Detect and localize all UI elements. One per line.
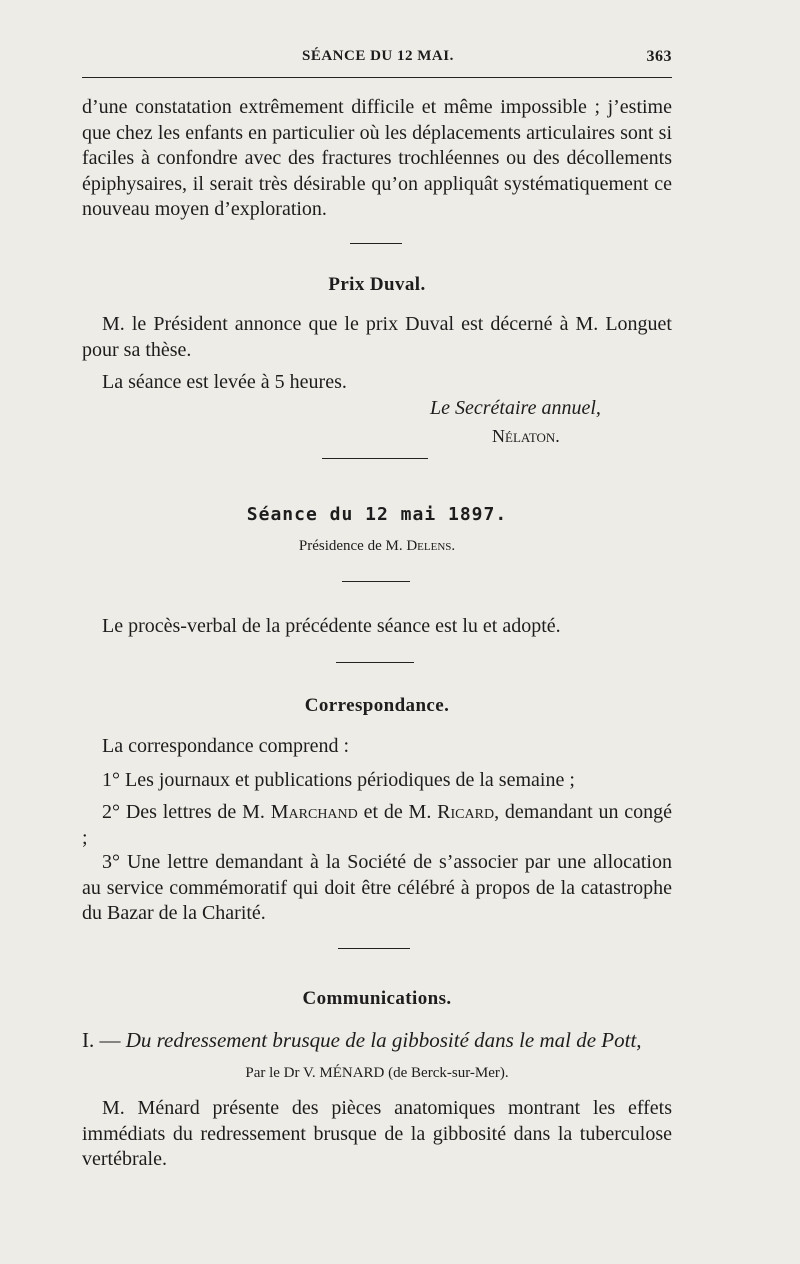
item2-text-a: 2° Des lettres de M. bbox=[102, 801, 265, 823]
running-title: SÉANCE DU 12 MAI. bbox=[302, 48, 454, 64]
separator-rule bbox=[336, 662, 414, 663]
header-rule bbox=[82, 77, 672, 78]
signature-role: Le Secrétaire annuel, bbox=[430, 397, 601, 419]
separator-rule bbox=[350, 243, 402, 244]
signature-name: Nélaton. bbox=[492, 426, 560, 446]
communication-body: M. Ménard présente des pièces anatomiques montrant les effets immédiats du redressement brusque de la gibbosité dans la tuberculose vertébrale. bbox=[82, 1097, 672, 1170]
communication-title bbox=[82, 1028, 672, 1054]
correspondance-item-1: 1° Les journaux et publications périodiques de la semaine ; bbox=[102, 769, 575, 791]
presidence-line bbox=[82, 534, 672, 560]
ricard-name: Ricard bbox=[437, 801, 495, 823]
correspondance-item-3: 3° Une lettre demandant à la Société de s’associer par une allocation au service commémoratif qui doit être célébré à propos de la catastrophe du Bazar de la Charité. bbox=[82, 851, 672, 924]
page-number: 363 bbox=[646, 48, 672, 65]
item2-text-c: , demandant un congé ; bbox=[82, 801, 673, 849]
section-rule bbox=[322, 458, 428, 459]
marchand-name: Marchand bbox=[270, 801, 358, 823]
president-name: Delens. bbox=[406, 538, 456, 554]
communication-number: I. — bbox=[82, 1028, 121, 1052]
presidence-prefix: Présidence de M. bbox=[298, 538, 403, 554]
seance-heading: Séance du 12 mai 1897. bbox=[246, 504, 508, 525]
item2-text-b: et de M. bbox=[363, 801, 432, 823]
correspondance-intro: La correspondance comprend : bbox=[102, 735, 350, 757]
prix-duval-heading: Prix Duval. bbox=[328, 274, 426, 295]
separator-rule bbox=[338, 948, 410, 949]
correspondance-heading: Correspondance. bbox=[304, 695, 450, 716]
opening-paragraph: d’une constatation extrêmement difficile et même impossible ; j’estime que chez les enfants en particulier où les déplacements articulaires sont si faciles à confondre avec des fractures trochléennes ou des décollements épiphysaires, il serait très désirable qu’on appliquât systématiquement ce nouveau moyen d’exploration. bbox=[82, 96, 672, 220]
proces-verbal: Le procès-verbal de la précédente séance est lu et adopté. bbox=[102, 615, 561, 637]
separator-rule bbox=[342, 581, 410, 582]
prix-duval-paragraph: M. le Président annonce que le prix Duval est décerné à M. Longuet pour sa thèse. bbox=[82, 313, 672, 361]
seance-levee: La séance est levée à 5 heures. bbox=[102, 371, 347, 393]
communication-author: Par le Dr V. MÉNARD (de Berck-sur-Mer). bbox=[245, 1065, 509, 1081]
communications-heading: Communications. bbox=[302, 988, 452, 1009]
correspondance-item-2 bbox=[82, 800, 672, 851]
communication-title-text: Du redressement brusque de la gibbosité dans le mal de Pott, bbox=[125, 1028, 642, 1052]
